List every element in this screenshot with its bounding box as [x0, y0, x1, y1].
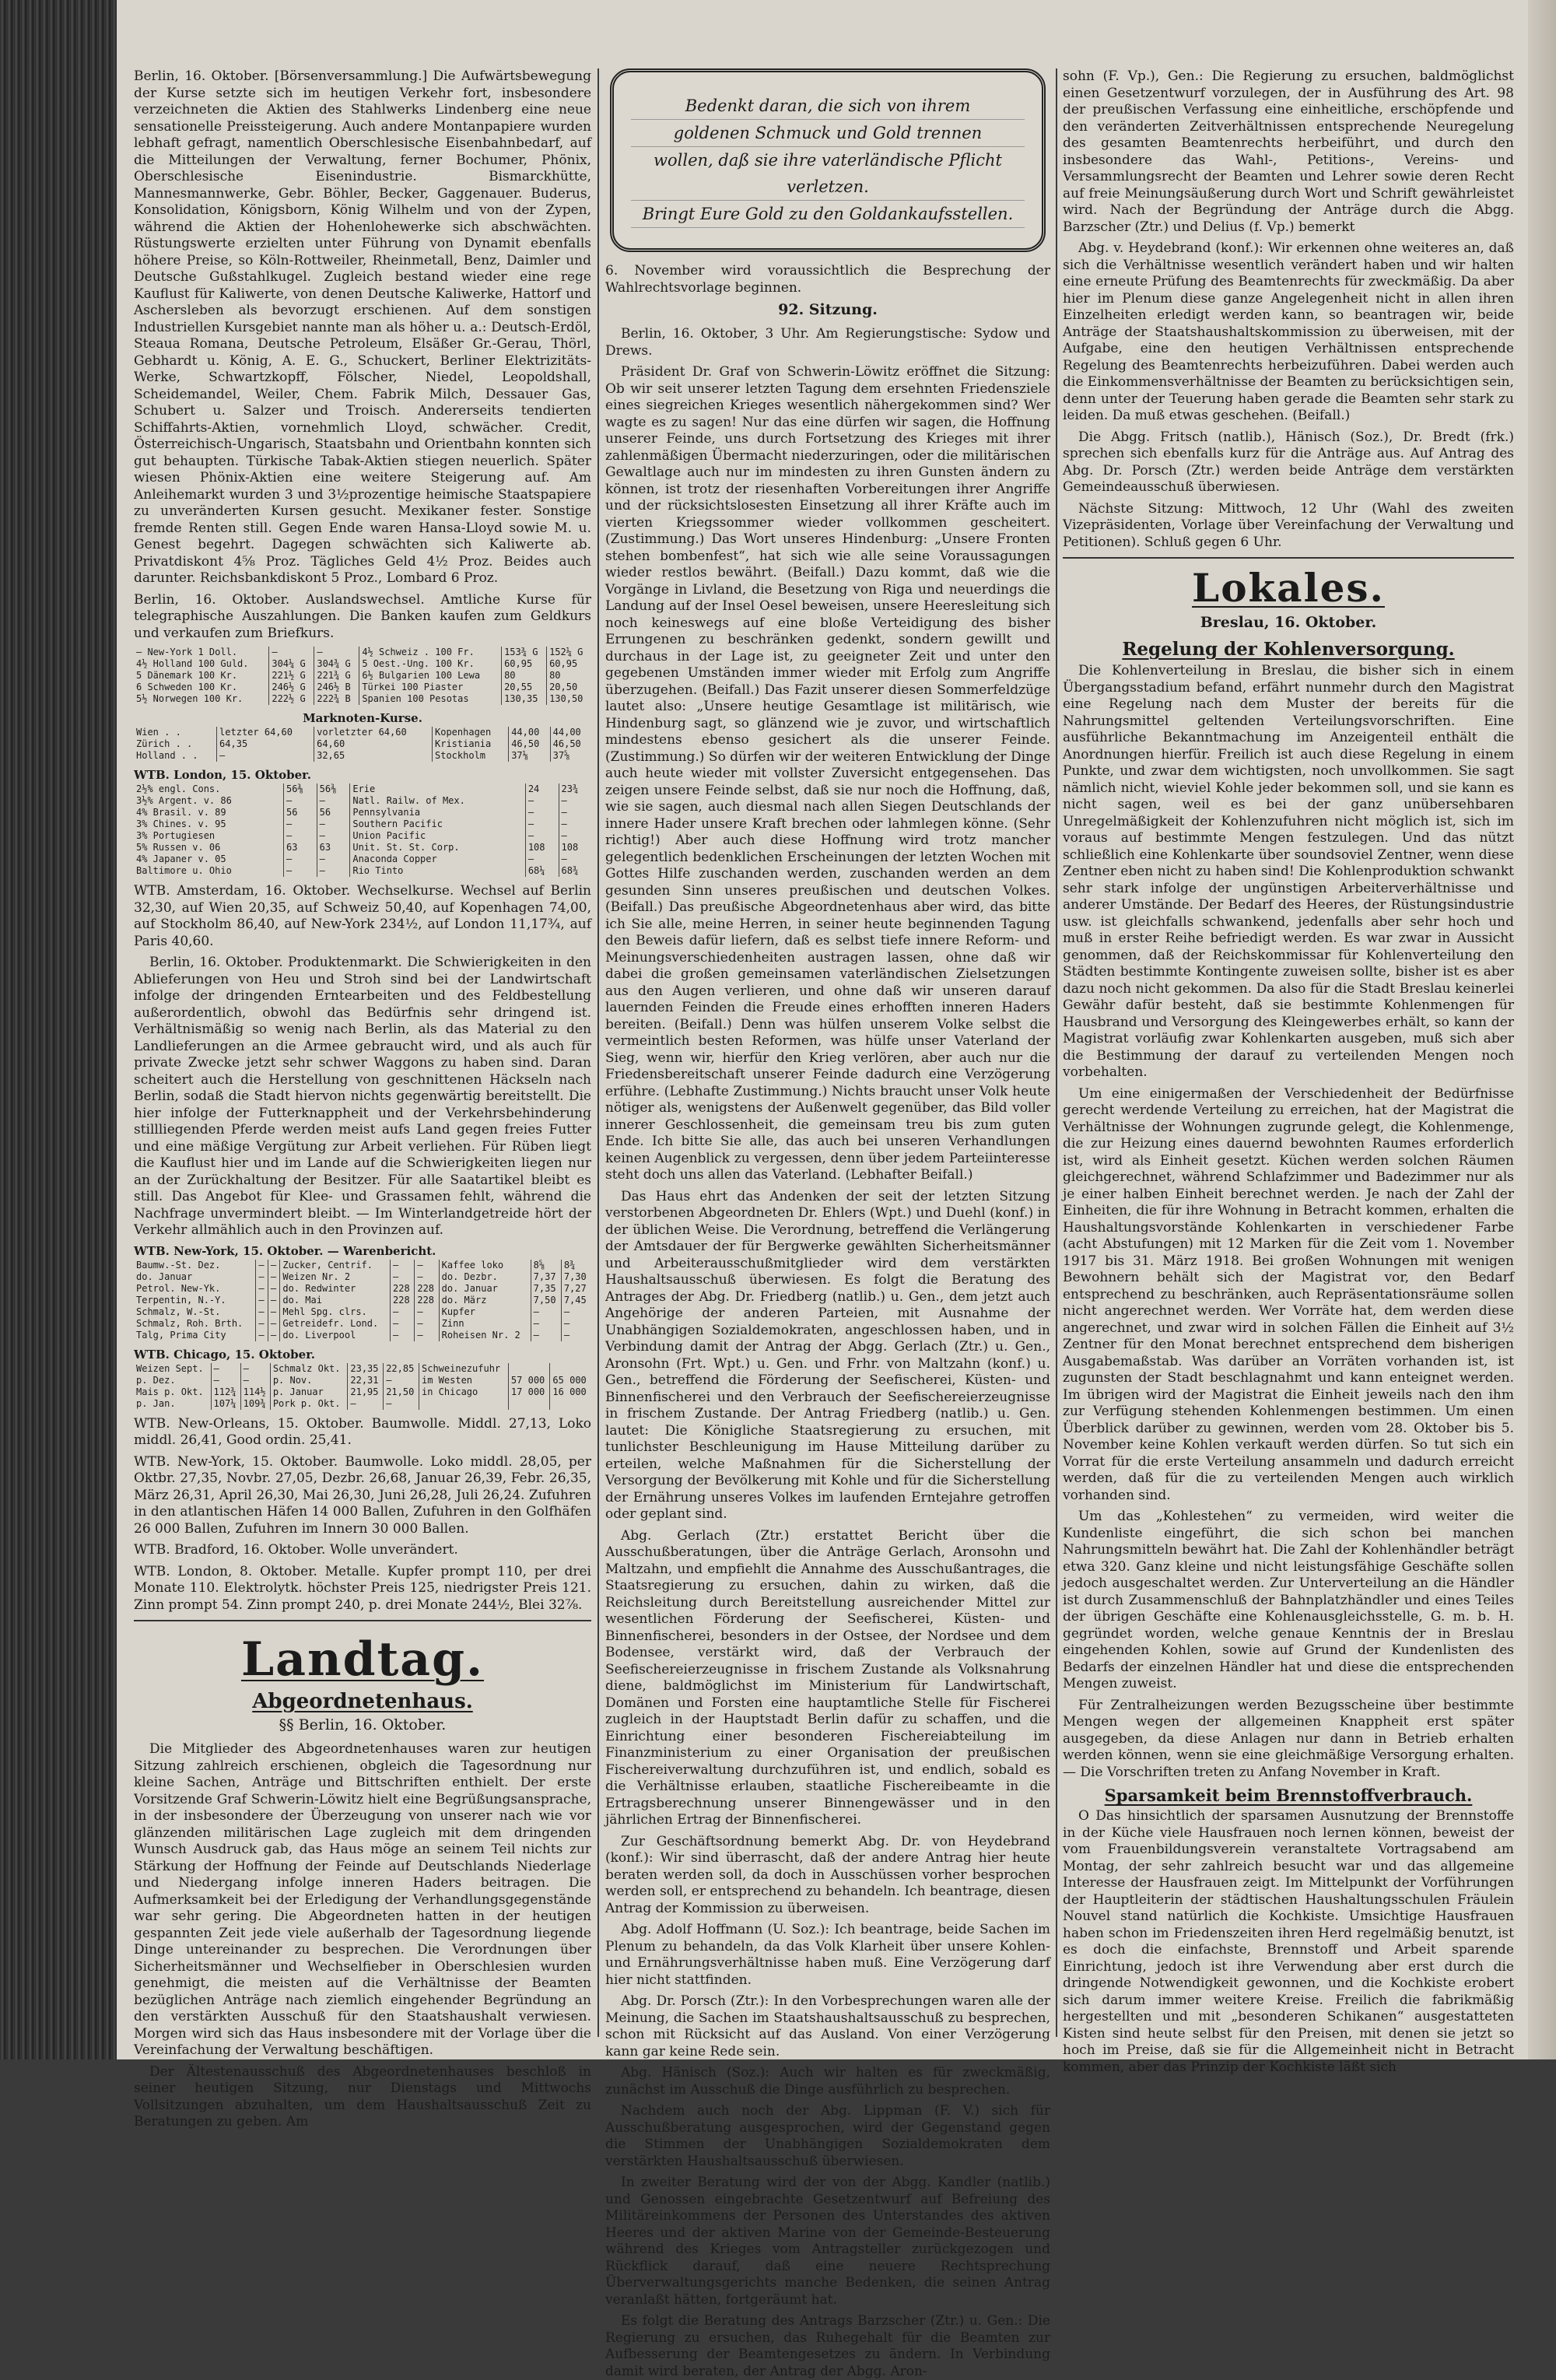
newyork-table — [134, 1260, 591, 1341]
geschaeftsordnung-text: Zur Geschäftsordnung bemerkt Abg. Dr. von Heydebrand (konf.): Wir sind überrascht, daß der andere Antrag hier heute beraten werden soll, da doch in Ausschüssen vorher besprochen werden soll, er entsprechend zu behandeln. Ich beantrage, diesen Antrag der Kommission zu überweisen. — [605, 1833, 1050, 1916]
produkten-report: Berlin, 16. Oktober. Produktenmarkt. Die Schwierigkeiten in den Ablieferungen von Heu und Stroh sind bei der Landwirtschaft infolge der dringenden Erntearbeiten und des Feldbestellung außerordentlich, obwohl das Bedürfnis sehr dringend ist. Verhältnismäßig so wenig nach Berlin, als das Material zu den Landlieferungen an die Armee gebraucht wird, und als auch für private Zwecke jetzt sehr schwer Waggons zu haben sind. Daran scheitert auch die Herstellung von geschnittenen Häckseln nach Berlin, sodaß die Stadt hiervon nichts gegenwärtig bereitstellt. Die hier infolge der Futterknappheit und der Verkehrsbehinderung stillliegenden Pferde werden meist aufs Land gegen freies Futter und eine mäßige Vergütung zur Arbeit verliehen. Für Rüben liegt die Kauflust hier und im Lande auf die Schwierigkeiten liegen nur an der Zurückhaltung der Besitzer. Für alle Saatartikel bleibt es still. Das Angebot für Klee- und Grassamen fehlt, während die Nachfrage unvermindert bleibt. — Im Winterlandgetreide hört der Verkehr allmählich auch in den Provinzen auf. — [134, 955, 591, 1238]
praesident-rede: Präsident Dr. Graf von Schwerin-Löwitz eröffnet die Sitzung: Ob wir seit unserer letzten Tagung dem ersehnten Friedensziele eines siegreichen Krieges wesentlich nähergekommen sind? Wer wagte es zu sagen! Nur das eine dürfen wir sagen, die Hoffnung unserer Feinde, uns durch Fortsetzung des Krieges mit ihrer zahlenmäßigen Übermacht niederzuringen, oder die militärischen Gewaltlage auch nur im mindesten zu ihren Gunsten ändern zu können, ist trotz der riesenhaften Vorbereitungen ihrer Angriffe und der rücksichtslosesten Einsetzung all ihrer Kräfte auch im vierten Kriegssommer wieder vollkommen gescheitert. (Zustimmung.) Das Wort unseres Hindenburg: „Unsere Fronten stehen bombenfest“, hat sich wie alle seine Voraussagungen wieder restlos bewährt. (Beifall.) Dazu kommt, daß wie die Vorgänge in Livland, die Besetzung von Riga und neuerdings die Landung auf der Insel Oesel beweisen, unsere Heeresleitung sich noch keineswegs auf eine bloße Verteidigung des bisher Errungenen zu beschränken gedenkt, sondern gewillt und durchaus in der Lage ist, zu geeigneter Zeit und unter den gegebenen Umständen immer wieder mit Erfolg zum Angriffe überzugehen. (Beifall.) Das Fazit unserer diesen Sommerfeldzüge lautet also: „Unsere heutige Gesamtlage ist militärisch, wie Hindenburg sagt, so glänzend wie je zuvor, und wirtschaftlich mindestens ebenso gesichert als die unserer Feinde. (Zustimmung.) So dürfen wir der weiteren Entwicklung der Dinge auch heute wieder mit vollster Zuversicht entgegensehen. Das zeigen unsere Feinde selbst, daß sie nur noch die Hoffnung, daß, wie sie sagen, auch diesmal nach allen Siegen Deutschlands der innere Hader unsere Kraft brechen oder lahmlegen könne. (Sehr richtig!) Aber auch diese Hoffnung wird trotz mancher gelegentlich bedenklichen Erscheinungen der letzten Wochen mit Gottes Hilfe zuschanden werden, zuschanden werden an dem gesunden Sinn unseres preußischen und deutschen Volkes. (Beifall.) Das preußische Abgeordnetenhaus aber wird, das bitte ich Sie alle, meine Herren, in seiner heute beginnenden Tagung den Beweis dafür liefern, daß es selbst tiefe innere Reform- und Meinungsverschiedenheiten austragen lassen, ohne daß wir dabei die großen gemeinsamen vaterländischen Zielsetzungen aus den Augen verlieren, und ohne daß wir unseren darauf lauernden Feinden die Freude eines erhofften inneren Haders bereiten. (Beifall.) Denn was hülfen unserem Volke selbst die vermeintlich besten Reformen, was hülfe unser Vaterland der Sieg, wenn wir, hierfür den Krieg verlören, aber auch nur die Friedensbereitschaft unserer Feinde dadurch eine Verzögerung erführe. (Lebhafte Zustimmung.) Nichts braucht unser Volk heute nötiger als, wenigstens der Außenwelt gegenüber, das Bild voller innerer Geschlossenheit, die gemeinsam treu bis zum guten Ende. Ich bitte Sie alle, das auch bei unseren Verhandlungen keinen Augenblick zu vergessen, denn über jedem Parteiinteresse steht doch uns allen das Vaterland. (Lebhafter Beifall.) — [605, 364, 1050, 1183]
continuation-text: sohn (F. Vp.), Gen.: Die Regierung zu ersuchen, baldmöglichst einen Gesetzentwurf vorzulegen, der in Ausführung des Art. 98 der preußischen Verfassung eine einheitliche, erschöpfende und den veränderten Zeitverhältnissen entsprechende Neuregelung des gesamten Beamtenrechts herbeiführt, und durch den insbesondere das Wahl-, Petitions-, Vereins- und Versammlungsrecht der Beamten und Lehrer sowie deren Recht auf freie Meinungsäußerung durch Wort und Schrift gewährleistet wird. Nach der Begründung der Anträge durch die Abgg. Barzscher (Ztr.) und Delius (f. Vp.) bemerkt — [1063, 68, 1514, 235]
sitzung-dateline: Berlin, 16. Oktober, 3 Uhr. Am Regierungstische: Sydow und Drews. — [605, 326, 1050, 359]
table-cell: 20,55 — [502, 682, 547, 693]
table-cell: 21,95 — [348, 1386, 384, 1398]
spar-text: O Das hinsichtlich der sparsamen Ausnutzung der Brennstoffe in der Küche viele Hausfrauen noch lernen können, beweist der vom Frauenbildungsverein veranstaltete Vortragsabend am Montag, der sehr zahlreich besucht war und das allgemeine Interesse der Hausfrauen zeigt. Im Mittelpunkt der Vorführungen der Hauptleiterin der städtischen Haushaltungsschulen Fräulein Nouvel stand natürlich die Kochkiste. Umsichtige Hausfrauen haben schon im Friedenszeiten ihren Herd regelmäßig benutzt, ist es doch die einfachste, Brennstoff und Arbeit sparende Einrichtung, jedoch ist ihre Verwendung aber erst durch die dringende Notwendigkeit gewonnen, und die Kochkiste erobert sich darum immer weitere Kreise. Freilich die fabrikmäßig hergestellten und mit „besonderen Schikanen“ ausgestatteten Kisten sind heute selbst für den Preisen, mit denen sie jetzt so hoch im Preise, daß sie für die Allgemeinheit nicht in Betracht kommen, aber das Prinzip der Kochkiste läßt sich — [1063, 1808, 1514, 2075]
table-cell: 37⅝ — [550, 750, 591, 762]
table-cell: Mehl Spg. clrs. — [280, 1306, 391, 1318]
table-cell: Kristiania — [433, 738, 509, 750]
table-cell: 3½% Argent. v. 86 — [136, 795, 232, 806]
table-cell: — — [256, 1306, 268, 1318]
table-cell: 7,27 — [561, 1283, 591, 1295]
table-cell: — — [317, 830, 350, 842]
table-cell: — — [391, 1271, 415, 1283]
table-cell: — — [268, 1260, 280, 1271]
table-cell: 20,50 — [547, 682, 591, 693]
table-row — [134, 1283, 591, 1295]
table-cell: — — [384, 1398, 419, 1410]
table-row — [134, 750, 591, 762]
table-cell: 68¾ — [559, 865, 591, 877]
marknoten-table — [134, 727, 591, 762]
table-cell: — — [525, 807, 559, 818]
lokales-dateline: Breslau, 16. Oktober. — [1200, 614, 1377, 631]
table-row — [134, 865, 591, 877]
table-cell: — — [314, 647, 359, 658]
lokales-title: Lokales. — [1192, 565, 1385, 611]
table-cell: 22,85 — [384, 1363, 419, 1375]
ad-line: goldenen Schmuck und Gold trennen — [631, 120, 1025, 147]
beamtenrecht-text: Es folgt die Beratung des Antrags Barzscher (Ztr.) u. Gen.: Die Regierung zu ersuchen, das Ruhegehalt für die Beamten zur Aufbesserung der Beamtengesetzes zu ändern. In Verbindung damit wird beraten, der Antrag der Abgg. Aron- — [605, 2313, 1050, 2379]
column-finance — [134, 68, 591, 2129]
table-cell: Zucker, Centrif. — [280, 1260, 391, 1271]
table-cell: 44,00 — [550, 727, 591, 738]
table-cell: — — [525, 830, 559, 842]
table-cell: 44,00 — [509, 727, 550, 738]
column-parliament — [605, 68, 1050, 2379]
table-row — [134, 658, 591, 670]
table-cell: Petrol. New-Yk. — [136, 1282, 221, 1294]
table-cell: — — [561, 1306, 591, 1318]
table-row — [134, 1306, 591, 1318]
table-cell: 46,50 — [509, 738, 550, 750]
table-cell: — — [268, 1306, 280, 1318]
table-cell: — — [268, 1318, 280, 1330]
table-row — [134, 830, 591, 842]
table-cell: — — [415, 1260, 439, 1271]
table-cell: 246½ G — [269, 682, 314, 693]
table-cell: 68¼ — [525, 865, 559, 877]
gold-advertisement — [610, 68, 1046, 252]
table-cell: Talg, Prima City — [136, 1329, 226, 1341]
table-cell: 108 — [559, 842, 591, 854]
table-cell: — — [531, 1306, 561, 1318]
ad-line: wollen, daß sie ihre vaterländische Pflicht verletzen. — [631, 147, 1025, 201]
table-row — [134, 1398, 591, 1410]
table-row — [134, 647, 591, 658]
table-cell: — — [211, 1375, 240, 1386]
table-cell: 7,30 — [561, 1271, 591, 1283]
table-cell: 17 000 — [508, 1386, 550, 1398]
table-cell: Anaconda Copper — [350, 854, 525, 865]
table-cell: 63 — [283, 842, 317, 854]
kohle-text-3: Um das „Kohlestehen“ zu vermeiden, wird weiter die Kundenliste eingeführt, die sich schon bei manchen Nahrungsmitteln bewährt hat. Die Zahl der Kohlenhändler beträgt etwa 320. Ganz kleine und nicht leistungsfähige Geschäfte sollen jedoch ausgeschaltet werden. Zur Unterverteilung an die Händler ist durch Zusammenschluß der Bahnplatzhändler und eines Teiles der übrigen Geschäfte eine Kohlenausgleichsstelle, G. m. b. H. gegründet worden, welche genaue Kenntnis der in Breslau eingehenden Kohlen, sowie auf Grund der Kundenlisten des Bedarfs der einzelnen Händler hat und diese die entsprechenden Mengen zuweist. — [1063, 1509, 1514, 1691]
table-cell: — — [256, 1260, 268, 1271]
table-cell: 114½ — [240, 1386, 270, 1398]
table-cell: Pennsylvania — [350, 807, 525, 818]
table-cell: do. Dezbr. — [439, 1271, 531, 1283]
table-cell: — — [317, 854, 350, 865]
spar-title: Sparsamkeit beim Brennstoffverbrauch. — [1104, 1786, 1473, 1805]
page-edge — [1528, 0, 1556, 2059]
table-cell: — — [268, 1295, 280, 1306]
table-cell: 228 — [415, 1295, 439, 1306]
divider — [134, 1620, 591, 1621]
table-cell: 60,95 — [547, 658, 591, 670]
table-cell: 60,95 — [502, 658, 547, 670]
london-heading: WTB. London, 15. Oktober. — [134, 768, 311, 782]
table-row — [134, 1271, 591, 1283]
chicago-table — [134, 1363, 591, 1410]
table-cell: — — [317, 818, 350, 830]
table-row — [134, 682, 591, 693]
table-cell: 4½ Holland 100 Guld. — [136, 658, 249, 669]
table-row — [134, 1330, 591, 1341]
table-row — [134, 818, 591, 830]
table-cell: in Chicago — [419, 1386, 509, 1398]
divider — [1063, 557, 1514, 559]
table-cell: — — [415, 1330, 439, 1341]
table-cell: — — [559, 854, 591, 865]
london-metal-report: WTB. London, 8. Oktober. Metalle. Kupfer prompt 110, per drei Monate 110. Elektrolytk. höchster Preis 125, niedrigster Preis 121. Zinn prompt 54. Zinn prompt 240, p. drei Monate 244½, Blei 32⅞. — [134, 1563, 591, 1613]
table-row — [134, 1260, 591, 1271]
devisen-heading: Berlin, 16. Oktober. Auslandswechsel. Amtliche Kurse für telegraphische Auszahlungen. Die Banken kaufen zum Geldkurs und verkaufen zum Briefkurs. — [134, 591, 591, 641]
london-table — [134, 783, 591, 877]
gerlach-text: Abg. Gerlach (Ztr.) erstattet Bericht über die Ausschußberatungen, über die Anträge Gerlach, Aronsohn und Maltzahn, und empfiehlt die Annahme des Ausschußantrages, die Staatsregierung zu ersuchen, dahin zu wirken, daß die Reichsleitung durch Bereitstellung ausreichender Mittel zur wesentlichen Förderung der Seefischerei, Küsten- und Binnenfischerei, besonders in der Ostsee, der Nordsee und dem Bodensee, verstärkt wird, daß der Verbrauch der Seefischereierzeugnisse in frischem Zustande als Volksnahrung diene, baldmöglichst im Ministerium für Landwirtschaft, Domänen und Forsten eine hauptamtliche Stelle für Fischerei zugleich in der Hauptstadt Berlin dafür zu schaffen, und die Einrichtung einer besonderen Fischereiabteilung im Finanzministerium zu einer Organisation der preußischen Fischereiverwaltung durchzuführen ist, und endlich, sobald es die Verhältnisse erlauben, staatliche Fischereibeamte in die Ertragsberechnung unserer Binnengewässer und in den jährlichen Ertrag der Binnenfischerei. — [605, 1527, 1050, 1828]
table-cell: 2½% engl. Cons. — [136, 783, 221, 794]
table-cell: 22,31 — [348, 1375, 384, 1386]
table-cell: Unit. St. St. Corp. — [350, 842, 525, 854]
table-cell: — — [283, 865, 317, 877]
table-cell: — — [256, 1271, 268, 1283]
table-cell: 221¾ G — [314, 670, 359, 682]
table-cell: 7,35 — [531, 1283, 561, 1295]
nachruf-text: Das Haus ehrt das Andenken der seit der letzten Sitzung verstorbenen Abgeordneten Dr. Ehlers (Wpt.) und Duehl (konf.) in der üblichen Weise. Die Verordnung, betreffend die Verlängerung der Amtsdauer der für Bergwerke gewählten Sicherheitsmänner und Arbeiterausschußmitglieder wird dem verstärkten Haushaltsausschuß überwiesen. Es folgt die Beratung des Antrages der Abg. Dr. Friedberg (natlib.) u. Gen., dem jetzt auch Angehörige der anderen Parteien, mit Ausnahme der Unabhängigen Sozialdemokraten, angeschlossen haben, und in Verbindung damit der Antrag der Abgg. Gerlach (Ztr.) u. Gen., Aronsohn (Frt. Wpt.) u. Gen. und Frhr. von Maltzahn (konf.) u. Gen., betreffend die Förderung der Seefischerei, Küsten- und Binnenfischerei und den Verbrauch der Seefischereierzeugnisse in frischem Zustande. Der Antrag Friedberg (natlib.) u. Gen. lautet: Die Königliche Staatsregierung zu ersuchen, mit tunlichster Beschleunigung im Hause Mitteilung darüber zu erteilen, welche Maßnahmen für die Sicherstellung der Versorgung der Bevölkerung mit Kohle und für die Sicherstellung der Ernährung unseres Volkes im laufenden Erntejahre getroffen oder geplant sind. — [605, 1188, 1050, 1522]
table-row — [134, 727, 591, 738]
fritsch-text: Die Abgg. Fritsch (natlib.), Hänisch (Soz.), Dr. Bredt (frk.) sprechen sich ebenfalls kurz für die Anträge aus. Auf Antrag des Abg. Dr. Porsch (Ztr.) werden beide Anträge dem verstärkten Gemeindeausschuß überwiesen. — [1063, 429, 1514, 495]
landtag-text: Die Mitglieder des Abgeordnetenhauses waren zur heutigen Sitzung zahlreich erschienen, obgleich die Tagesordnung nur kleine Sachen, Anträge und Bittschriften enthielt. Der erste Vorsitzende Graf Schwerin-Löwitz hielt eine Begrüßungsansprache, in der insbesondere der Überzeugung von unserer nach wie vor glänzenden militärischen Lage zugleich mit dem dringenden Wunsch Ausdruck gab, das Haus möge an seinem Teil nichts zur Stärkung der Hoffnung der Feinde auf Deutschlands Niederlage und Niedergang infolge inneren Haders beitragen. Die Aufmerksamkeit bei der Erledigung der Verhandlungsgegenstände war sehr gering. Die Abgeordneten hatten in der heutigen gespannten Zeit jede viele außerhalb der Tagesordnung liegende Dinge untereinander zu besprechen. Die Verordnungen über Sicherheitsmänner und Wechselfieber in Oberschlesien wurden genehmigt, die meisten auf die Verhältnisse der Beamten bezüglichen Anträge nach ziemlich eingehender Begründung an den verstärkten Ausschuß für den Staatshaushalt verwiesen. Morgen wird sich das Haus insbesondere mit der Vorlage über die Vereinfachung der Verwaltung beschäftigen. — [134, 1741, 591, 2058]
table-cell: 153¾ G — [502, 647, 547, 658]
table-cell: — — [317, 795, 350, 807]
table-cell — [550, 1398, 591, 1410]
table-cell: Weizen Nr. 2 — [280, 1271, 391, 1283]
table-cell: — — [240, 1363, 270, 1375]
table-cell: Union Pacific — [350, 830, 525, 842]
table-cell: 222¾ B — [314, 693, 359, 705]
table-cell: do. Januar — [136, 1271, 193, 1282]
table-cell: 152¼ G — [547, 647, 591, 658]
kohle-title: Regelung der Kohlenversorgung. — [1122, 639, 1455, 660]
table-cell: Baumw.-St. Dez. — [136, 1259, 221, 1271]
table-cell: 23,35 — [348, 1363, 384, 1375]
lippmann-text: Nachdem auch noch der Abg. Lippman (F. V.) sich für Ausschußberatung ausgesprochen, wird der Gegenstand gegen die Stimmen der Unabhängigen Sozialdemokraten dem verstärkten Haushaltsausschuß überwiesen. — [605, 2103, 1050, 2169]
intro-text: 6. November wird voraussichtlich die Besprechung der Wahlrechtsvorlage beginnen. — [605, 263, 1050, 296]
table-cell: 304¾ G — [314, 658, 359, 670]
porsch-text: Abg. Dr. Porsch (Ztr.): In den Vorbesprechungen waren alle der Meinung, die Sachen im Staatshaushaltsausschuß zu besprechen, schon mit Rücksicht auf das Ausland. Von einer Verzögerung kann gar keine Rede sein. — [605, 1993, 1050, 2059]
table-cell: do. Mai — [280, 1295, 391, 1306]
table-cell: 304¼ G — [269, 658, 314, 670]
table-cell: 108 — [525, 842, 559, 854]
table-cell — [419, 1398, 509, 1410]
table-cell: Natl. Railw. of Mex. — [350, 795, 525, 807]
table-cell: — — [211, 1363, 240, 1375]
table-cell: Kopenhagen — [433, 727, 509, 738]
table-cell: — — [268, 1271, 280, 1283]
table-cell: — — [531, 1330, 561, 1341]
table-cell: — — [317, 865, 350, 877]
aeltesten-text: Der Ältestenausschuß des Abgeordnetenhauses beschloß in seiner heutigen Sitzung, nur Dienstags und Mittwochs Vollsitzungen abzuhalten, um dem Haushaltsausschuß Zeit zu Beratungen zu geben. Am — [134, 2063, 591, 2129]
table-cell: do. Liverpool — [280, 1330, 391, 1341]
table-cell: 112¾ — [211, 1386, 240, 1398]
newyork-heading: WTB. New-York, 15. Oktober. — Warenbericht. — [134, 1243, 436, 1258]
table-cell: — — [269, 647, 314, 658]
table-cell: Kaffee loko — [439, 1260, 531, 1271]
table-cell: 221½ G — [269, 670, 314, 682]
table-cell: — — [217, 750, 314, 762]
table-cell: — — [391, 1260, 415, 1271]
table-cell: 109¾ — [240, 1398, 270, 1410]
table-cell: — — [256, 1330, 268, 1341]
table-cell: — — [240, 1375, 270, 1386]
kandler-text: In zweiter Beratung wird der von der Abgg. Kandler (natlib.) und Genossen eingebrachte Gesetzentwurf auf Befreiung des Militäreinkommens der Personen des Unterstandes des aktiven Heeres und der aktiven Marine von der Gemeinde-Besteuerung während des Krieges vom Antragsteller zurückgezogen und Rückflick darauf, daß eine neuere Rechtsprechung Überverwaltungsgerichts manche Bedenken, die seinen Antrag veranlaßt hätten, fortgeräumt hat. — [605, 2175, 1050, 2308]
abgeordnetenhaus-dateline: §§ Berlin, 16. Oktober. — [279, 1716, 447, 1733]
table-cell: Rio Tinto — [350, 865, 525, 877]
table-row — [134, 807, 591, 818]
table-cell: Wien . . — [136, 727, 181, 738]
table-cell: 56 — [317, 807, 350, 818]
table-cell: do. Redwinter — [280, 1283, 391, 1295]
column-local — [1063, 68, 1514, 2075]
table-cell: Roheisen Nr. 2 — [439, 1330, 531, 1341]
table-cell: — — [283, 818, 317, 830]
table-cell: Zürich . . — [136, 738, 193, 749]
table-cell: — — [415, 1271, 439, 1283]
table-cell: Schmalz, Roh. Brth. — [136, 1317, 244, 1329]
table-cell: 228 — [415, 1283, 439, 1295]
table-cell: 228 — [391, 1283, 415, 1295]
heydebrand-text: Abg. v. Heydebrand (konf.): Wir erkennen ohne weiteres an, daß sich die Verhältnisse wesentlich verändert haben und wir halten eine erneute Prüfung des Beamtenrechts für zweckmäßig. Da aber hier im Plenum diese ganze Angelegenheit nicht in allen ihren Einzelheiten erledigt werden kann, so beantragen wir, beide Anträge der Staatshaushaltskommission zu überweisen, mit der Aufgabe, eine den heutigen Verhältnissen entsprechende Regelung des Beamtenrechts herbeizuführen. Dabei werden auch die Einkommensverhältnisse der Beamten zu berücksichtigen sein, denn unter der Teuerung haben gerade die Beamten sehr stark zu leiden. Da muß etwas geschehen. (Beifall.) — [1063, 240, 1514, 423]
table-cell: letzter 64,60 — [217, 727, 314, 738]
table-cell: — — [525, 795, 559, 807]
boerse-report: Berlin, 16. Oktober. [Börsenversammlung.] Die Aufwärtsbewegung der Kurse setzte sich im heutigen Verkehr fort, insbesondere verzeichneten die Aktien des Stahlwerks Lindenberg eine neue sensationelle Preissteigerung. Auch andere Montanpapiere wurden lebhaft gefragt, namentlich Oberschlesische Eisenbahnbedarf, auf die Mitteilungen der Verwaltung, ferner Bochumer, Phönix, Oberschlesische Eisenindustrie. Bismarckhütte, Mannesmannwerke, Gebr. Böhler, Becker, Gaggenauer. Buderus, Konsolidation, Königsborn, König Wilhelm und von der Zypen, während die Aktien der Hohenlohewerke sich abschwächten. Rüstungswerte erzielten unter Führung von Dynamit ebenfalls höhere Preise, so Köln-Rottweiler, Rheinmetall, Benz, Daimler und Deutsche Gußstahlkugel. Zugleich bestand wieder eine rege Kauflust für Kaliwerte, von denen Deutsche Kaliwerke, Hattorf und Aschersleben als bevorzugt erschienen. Auf dem sonstigen Industriellen Kursgebiet nannte man als höher u. a.: Deutsch-Erdöl, Steaua Romana, Deutsche Petroleum, Elsäßer Gr.-Gerau, Thörl, Gebhardt u. König, A. E. G., Schuckert, Berliner Elektrizitäts-Werke, Schwartzkopff, Fölscher, Niedel, Leopoldshall, Scheidemandel, Weiler, Chem. Fabrik Milch, Dessauer Gas, Schubert u. Salzer und Troisch. Andererseits tendierten Schiffahrts-Aktien, vornehmlich Lloyd, schwächer. Credit, Österreichisch-Ungarisch, Staatsbahn und Orientbahn konnten sich gut behaupten. Türkische Tabak-Aktien stiegen neuerlich. Später wiesen Phönix-Aktien eine weitere Steigerung auf. Am Anleihemarkt wurden 3 und 3½prozentige heimische Staatspapiere zu unveränderten Kursen gesucht. Mexikaner fester. Sonstige fremde Renten still. Gegen Ende waren Hansa-Lloyd sowie M. u. Genest begehrt. Dagegen schwächten sich Kaliwerte ab. Privatdiskont 4⅝ Proz. Tägliches Geld 4½ Proz. Beides auch darunter. Reichsbankdiskont 5 Proz., Lombard 6 Proz. — [134, 68, 591, 586]
table-cell: 5½ Norwegen 100 Kr. — [136, 693, 244, 704]
table-cell: 4% Brasil. v. 89 — [136, 807, 226, 818]
newyork-cotton-report: WTB. New-York, 15. Oktober. Baumwolle. Loko middl. 28,05, per Oktbr. 27,35, Novbr. 27,05, Dezbr. 26,68, Januar 26,39, Febr. 26,35, März 26,31, April 26,30, Mai 26,30, Juni 26,28, Juli 26,24. Zufuhren in den atlantischen Häfen 14 000 Ballen, Zufuhren in den Golfhäfen 26 000 Ballen, Zufuhren im Innern 30 000 Ballen. — [134, 1453, 591, 1537]
table-cell: 56⅜ — [317, 783, 350, 795]
table-cell: — — [525, 854, 559, 865]
column-rule — [598, 68, 599, 2037]
kohle-text-4: Für Zentralheizungen werden Bezugsscheine über bestimmte Mengen wegen der allgemeinen Knappheit erst später ausgegeben, da diese Anlagen nur dann in Betrieb erhalten werden können, wenn sie eine gleichmäßige Versorgung erhalten. — Die Vorschriften treten zu Anfang November in Kraft. — [1063, 1697, 1514, 1780]
bradford-report: WTB. Bradford, 16. Oktober. Wolle unverändert. — [134, 1542, 458, 1558]
table-cell: 64,35 — [217, 738, 314, 750]
table-cell: 23¾ — [559, 783, 591, 795]
kohle-text-1: Die Kohlenverteilung in Breslau, die bisher sich in einem Übergangsstadium befand, erfährt nunmehr durch den Magistrat eine Regelung nach dem Muster der bereits für die Nahrungsmittel geltenden Verteilungsvorschriften. Eine ausführliche Bekanntmachung im Anzeigenteil enthält die Anordnungen hierfür. Freilich ist auch diese Regelung in einem Punkte, und zwar dem wichtigsten, noch unvollkommen. Sie sagt nämlich nicht, wieviel Kohle jeder bekommen soll, und sie kann es nicht sagen, weil es bei der ganz unübersehbaren Unregelmäßigkeit der Kohlenzufuhren nicht möglich ist, sich im voraus auf bestimmte Mengen festzulegen. Und das nützt schließlich eine Kohlenkarte über soundsoviel Zentner, wenn diese Zentner eben nicht zu haben sind! Die Kohlenproduktion schwankt sehr stark infolge der ungünstigen Arbeiterverhältnisse und anderer Umstände. Der Bedarf des Heeres, der Rüstungsindustrie usw. ist gleichfalls schwankend, jedenfalls aber sehr hoch und muß in erster Reihe befriedigt werden. Es war zwar in Aussicht genommen, daß der Reichskommissar für Kohlenverteilung den Städten bestimmte Kontingente zuweisen sollte, bisher ist es aber dazu noch nicht gekommen. Da also für die Stadt Breslau keinerlei Gewähr dafür besteht, daß sie bestimmte Kohlenmengen für Hausbrand und Versorgung des Kleingewerbes erhält, so kann der Magistrat vorläufig zwar Kohlenkarten ausgeben, muß sich aber die Bestimmung der darauf zu verteilenden Mengen noch vorbehalten. — [1063, 663, 1514, 1080]
table-cell: 6 Schweden 100 Kr. — [136, 682, 238, 692]
table-cell: Mais p. Okt. — [136, 1386, 204, 1397]
table-cell: — — [525, 818, 559, 830]
table-cell: — — [256, 1318, 268, 1330]
ad-line: Bedenkt daran, die sich von ihrem — [631, 93, 1025, 120]
table-cell: — — [391, 1306, 415, 1318]
table-cell: — — [391, 1330, 415, 1341]
table-cell: p. Januar — [270, 1386, 348, 1398]
table-cell: Holland . . — [136, 750, 198, 761]
table-row — [134, 738, 591, 750]
table-cell: Southern Pacific — [350, 818, 525, 830]
table-cell: 64,60 — [314, 738, 433, 750]
amsterdam-report: WTB. Amsterdam, 16. Oktober. Wechselkurse. Wechsel auf Berlin 32,30, auf Wien 20,35, auf Schweiz 50,40, auf Kopenhagen 74,00, auf Stockholm 86,40, auf New-York 234½, auf London 11,17¾, auf Paris 40,60. — [134, 883, 591, 949]
table-cell — [508, 1398, 550, 1410]
table-cell: 4½ Schweiz . 100 Fr. — [359, 647, 502, 658]
devisen-table — [134, 647, 591, 705]
table-cell: Türkei 100 Piaster — [359, 682, 502, 693]
table-cell: vorletzter 64,60 — [314, 727, 433, 738]
table-cell: 80 — [502, 670, 547, 682]
table-cell: — — [561, 1330, 591, 1341]
table-cell: 3% Chines. v. 95 — [136, 818, 226, 829]
table-cell: — — [561, 1318, 591, 1330]
table-cell: 3% Portugiesen — [136, 830, 216, 841]
hoffmann-text: Abg. Adolf Hoffmann (U. Soz.): Ich beantrage, beide Sachen im Plenum zu behandeln, da das Volk Klarheit über unsere Kohlen- und Ernährungsverhältnisse haben muß. Eine Verzögerung darf hier nicht stattfinden. — [605, 1922, 1050, 1988]
kohle-text-2: Um eine einigermaßen der Verschiedenheit der Bedürfnisse gerecht werdende Verteilung zu erreichen, hat der Magistrat die Verhältnisse der Wohnungen zugrunde gelegt, die Kohlenmenge, die zur Heizung eines dauernd bewohnten Raumes erforderlich ist, wird als Einheit gesetzt. Küchen werden solchen Räumen gleichgerechnet, während Schlafzimmer und Badezimmer nur als je einer halben Einheit berechnet werden. Je nach der Zahl der Einheiten, die für ihre Wohnung in Betracht kommen, erhalten die Haushaltungsvorstände Kohlenkarten in verschiedener Farbe (acht Abstufungen) mit 12 Marken für die Zeit vom 1. November 1917 bis 31. März 1918. Bei großen Wohnungen mit wenigen Bewohnern behält sich der Magistrat vor, den Bedarf entsprechend zu beschränken, auch Repräsentationsräume sollen nicht angerechnet werden. Wer Vorräte hat, dem werden diese angerechnet, und zwar wird in solchen Fällen die Einheit auf 3½ Zentner für den Monat berechnet entsprechend dem bisherigen Ausgabemaßstab. Was darüber an Vorräten vorhanden ist, ist zugunsten der Stadt beschlagnahmt und kann enteignet werden. Im übrigen wird der Magistrat die Einheit jeweils nach den ihm zur Verfügung stehenden Kohlenmengen bestimmen. Um einen Überblick darüber zu gewinnen, werden vom 28. Oktober bis 5. November keine Kohlen verkauft werden dürfen. So tut sich ein Vorrat für die erste Verteilung ansammeln und dadurch erreicht werden, daß für die zu verteilenden Mengen auch wirklich vorhanden sind. — [1063, 1085, 1514, 1503]
table-cell: 32,65 — [314, 750, 433, 762]
table-cell: — — [559, 807, 591, 818]
table-cell: — New-York 1 Doll. — [136, 647, 238, 657]
table-row — [134, 783, 591, 795]
chicago-heading: WTB. Chicago, 15. Oktober. — [134, 1347, 315, 1362]
table-row — [134, 1295, 591, 1306]
table-cell: — — [268, 1330, 280, 1341]
table-row — [134, 854, 591, 865]
table-cell: — — [531, 1318, 561, 1330]
table-cell: 7,37 — [531, 1271, 561, 1283]
table-cell: 8⅝ — [531, 1260, 561, 1271]
table-cell: 24 — [525, 783, 559, 795]
marknoten-heading: Marknoten-Kurse. — [303, 711, 422, 725]
table-cell: 228 — [391, 1295, 415, 1306]
sitzung-title: 92. Sitzung. — [778, 301, 878, 318]
table-cell: Schweinezufuhr — [419, 1363, 509, 1375]
table-cell: Schmalz Okt. — [270, 1363, 348, 1375]
table-cell: p. Jan. — [136, 1397, 176, 1409]
table-cell: 6½ Bulgarien 100 Lewa — [359, 670, 502, 682]
table-cell: Getreidefr. Lond. — [280, 1318, 391, 1330]
table-cell: 7,45 — [561, 1295, 591, 1306]
table-cell: Weizen Sept. — [136, 1362, 204, 1374]
table-cell: — — [283, 795, 317, 807]
table-cell: — — [415, 1318, 439, 1330]
table-cell: do. März — [439, 1295, 531, 1306]
table-cell: 5 Dänemark 100 Kr. — [136, 670, 238, 681]
table-cell: 56⅜ — [283, 783, 317, 795]
table-cell: Kupfer — [439, 1306, 531, 1318]
table-cell: — — [384, 1375, 419, 1386]
table-row — [134, 693, 591, 705]
table-cell: 16 000 — [550, 1386, 591, 1398]
table-cell: 107¼ — [211, 1398, 240, 1410]
abgeordnetenhaus-title: Abgeordnetenhaus. — [252, 1690, 473, 1713]
table-cell: — — [559, 818, 591, 830]
table-cell: Terpentin, N.-Y. — [136, 1294, 226, 1306]
table-cell: 5% Russen v. 06 — [136, 842, 221, 853]
table-cell: 63 — [317, 842, 350, 854]
table-cell: Stockholm — [433, 750, 509, 762]
table-cell: — — [348, 1398, 384, 1410]
column-rule — [1056, 68, 1057, 2037]
naechste-sitzung: Nächste Sitzung: Mittwoch, 12 Uhr (Wahl des zweiten Vizepräsidenten, Vorlage über Vereinfachung der Verwaltung und Petitionen). Schluß gegen 6 Uhr. — [1063, 500, 1514, 550]
table-row — [134, 842, 591, 854]
table-cell: 246½ B — [314, 682, 359, 693]
table-row — [134, 795, 591, 807]
table-cell: — — [415, 1306, 439, 1318]
table-cell: 7,50 — [531, 1295, 561, 1306]
table-cell: 46,50 — [550, 738, 591, 750]
table-cell: Erie — [350, 783, 525, 795]
landtag-title: Landtag. — [240, 1632, 485, 1687]
table-cell: im Westen — [419, 1375, 509, 1386]
table-cell: 130,50 — [547, 693, 591, 705]
table-cell: 4% Japaner v. 05 — [136, 854, 226, 864]
table-cell: Baltimore u. Ohio — [136, 865, 232, 876]
table-row — [134, 1318, 591, 1330]
table-cell: 8¾ — [561, 1260, 591, 1271]
table-cell: — — [268, 1283, 280, 1295]
table-cell: — — [283, 854, 317, 865]
book-binding — [0, 0, 117, 2059]
table-cell: 222½ G — [269, 693, 314, 705]
table-cell: — — [559, 830, 591, 842]
table-cell — [508, 1363, 550, 1375]
table-cell: Pork p. Okt. — [270, 1398, 348, 1410]
table-row — [134, 1386, 591, 1398]
table-cell: 57 000 — [508, 1375, 550, 1386]
table-cell: do. Januar — [439, 1283, 531, 1295]
ad-line: Bringt Eure Gold zu den Goldankaufsstellen. — [631, 201, 1025, 228]
table-cell: 5 Oest.-Ung. 100 Kr. — [359, 658, 502, 670]
table-row — [134, 1375, 591, 1386]
table-cell: 21,50 — [384, 1386, 419, 1398]
table-cell: 130,35 — [502, 693, 547, 705]
table-cell: Schmalz, W.-St. — [136, 1306, 221, 1317]
table-cell: Zinn — [439, 1318, 531, 1330]
haenisch-text: Abg. Hänisch (Soz.): Auch wir halten es für zweckmäßig, zunächst im Ausschuß die Dinge ausführlich zu besprechen. — [605, 2065, 1050, 2098]
table-cell: — — [256, 1283, 268, 1295]
table-cell: — — [256, 1295, 268, 1306]
table-row — [134, 670, 591, 682]
table-cell: Spanien 100 Pesotas — [359, 693, 502, 705]
table-cell: — — [559, 795, 591, 807]
table-cell: 65 000 — [550, 1375, 591, 1386]
table-cell: p. Nov. — [270, 1375, 348, 1386]
table-cell: 37⅛ — [509, 750, 550, 762]
table-cell — [550, 1363, 591, 1375]
table-cell: — — [391, 1318, 415, 1330]
neworleans-report: WTB. New-Orleans, 15. Oktober. Baumwolle. Middl. 27,13, Loko middl. 26,41, Good ordin. 25,41. — [134, 1415, 591, 1448]
table-cell: — — [283, 830, 317, 842]
table-row — [134, 1363, 591, 1375]
table-cell: 56 — [283, 807, 317, 818]
table-cell: 80 — [547, 670, 591, 682]
table-cell: p. Dez. — [136, 1374, 176, 1386]
